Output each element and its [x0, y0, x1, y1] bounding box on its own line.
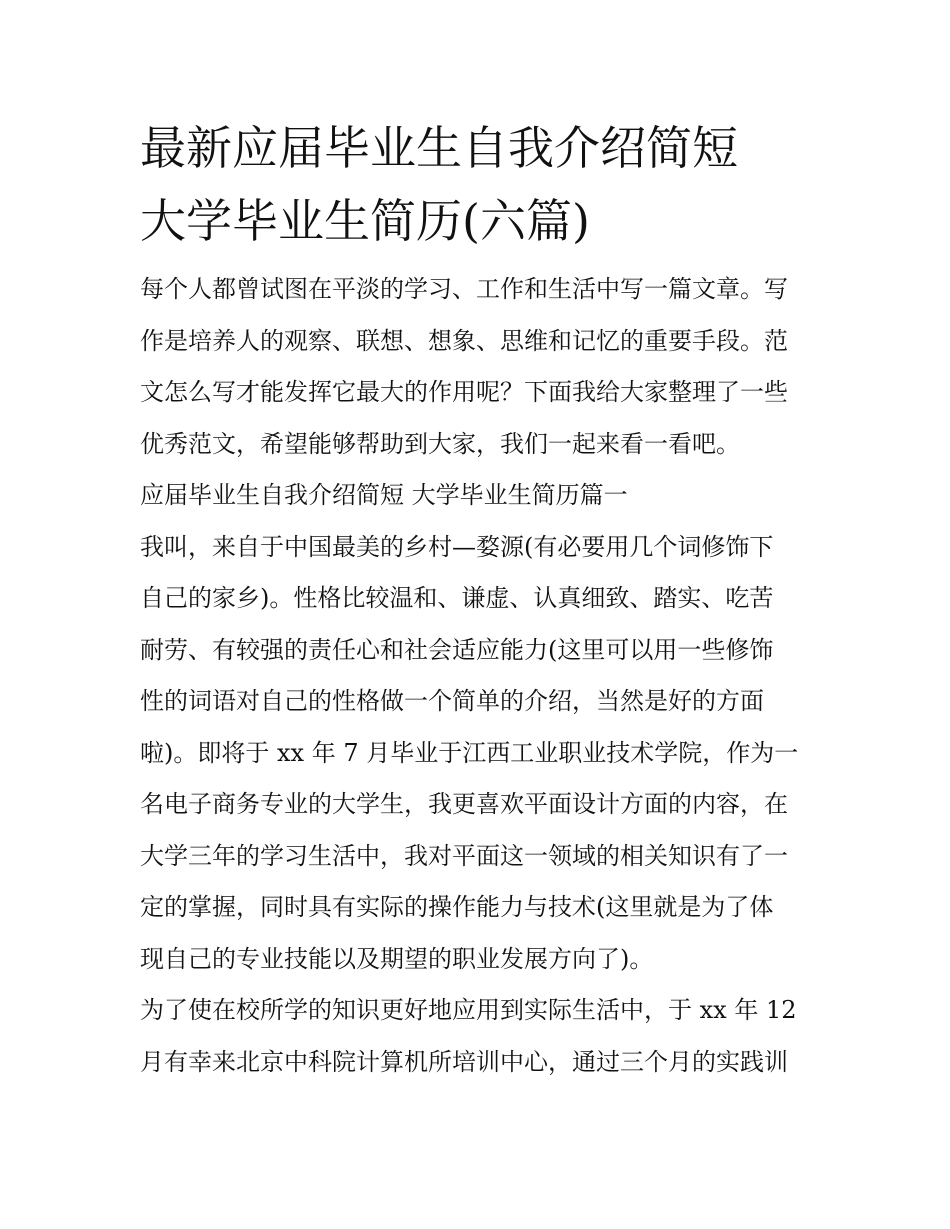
document-body — [140, 264, 812, 1088]
document-page — [140, 112, 812, 1088]
paragraph-1-line-4: 性的词语对自己的性格做一个简单的介绍，当然是好的方面 — [140, 687, 764, 715]
paragraph-1-line-3: 耐劳、有较强的责任心和社会适应能力(这里可以用一些修饰 — [140, 635, 774, 664]
paragraph-1-line-5: 啦)。即将于 xx 年 7 月毕业于江西工业职业技术学院，作为一 — [140, 738, 799, 767]
title-line-2: 大学毕业生简历(六篇) — [140, 194, 590, 248]
intro-line-4: 优秀范文，希望能够帮助到大家，我们一起来看一看吧。 — [140, 429, 740, 458]
section-heading: 应届毕业生自我介绍简短 大学毕业生简历篇一 — [140, 481, 628, 509]
paragraph-1-line-6: 名电子商务专业的大学生，我更喜欢平面设计方面的内容，在 — [140, 790, 788, 818]
paragraph-1-line-1: 我叫，来自于中国最美的乡村—婺源(有必要用几个词修饰下 — [140, 532, 774, 561]
paragraph-1-line-7: 大学三年的学习生活中，我对平面这一领域的相关知识有了一 — [140, 841, 788, 870]
intro-line-1: 每个人都曾试图在平淡的学习、工作和生活中写一篇文章。写 — [140, 275, 788, 303]
intro-line-3: 文怎么写才能发挥它最大的作用呢？下面我给大家整理了一些 — [140, 378, 788, 406]
intro-line-2: 作是培养人的观察、联想、想象、思维和记忆的重要手段。范 — [140, 326, 788, 355]
paragraph-2-line-2: 月有幸来北京中科院计算机所培训中心，通过三个月的实践训 — [140, 1047, 788, 1076]
paragraph-1-line-2: 自己的家乡)。性格比较温和、谦虚、认真细致、踏实、吃苦 — [140, 584, 774, 612]
paragraph-1-line-9: 现自己的专业技能以及期望的职业发展方向了)。 — [140, 944, 654, 973]
paragraph-2-line-1: 为了使在校所学的知识更好地应用到实际生活中，于 xx 年 12 — [140, 996, 797, 1024]
title-line-1: 最新应届毕业生自我介绍简短 — [140, 121, 738, 175]
document-title — [140, 112, 812, 258]
paragraph-1-line-8: 定的掌握，同时具有实际的操作能力与技术(这里就是为了体 — [140, 893, 774, 921]
